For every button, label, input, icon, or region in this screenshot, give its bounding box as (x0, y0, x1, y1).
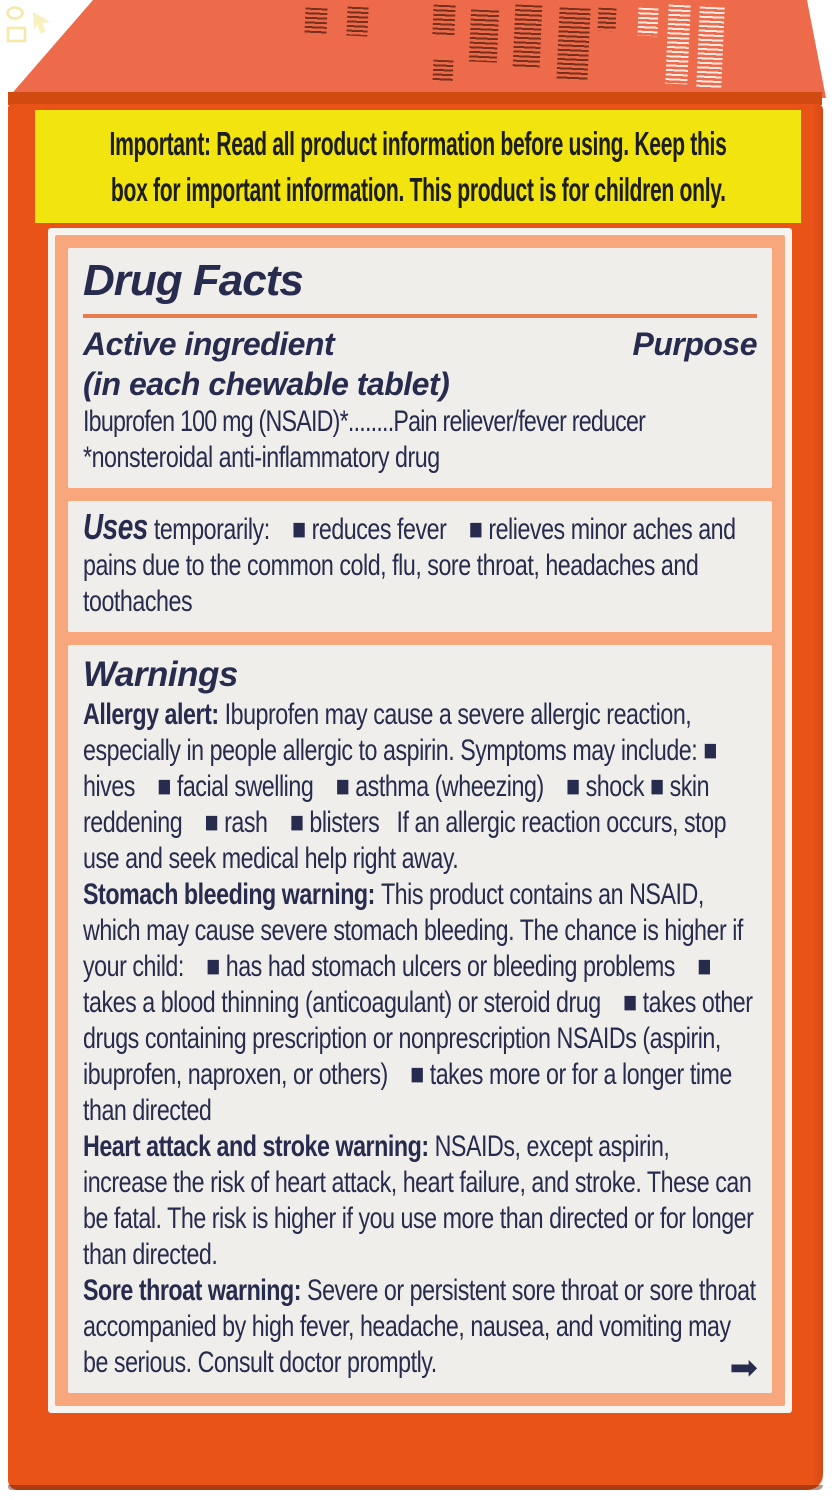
flap-print-column (696, 6, 725, 88)
ingredient-row: Ibuprofen 100 mg (NSAID)*........Pain reliever/fever reducer (83, 405, 646, 438)
active-ingredient-heading: Active ingredient (83, 326, 335, 362)
allergy-alert-paragraph: Allergy alert: Ibuprofen may cause a severe allergic reaction, especially in people allergic to aspirin. Symptoms may include: ■ hives ■ facial swelling ■ asthma (wheezing) ■ shock ■ skin reddening ■ rash ■ blisters If an allergic reaction occurs, stop use and seek medical help right away. (83, 698, 727, 875)
continue-right-arrow-icon: ➡ (729, 1349, 758, 1387)
per-tablet-subheading: (in each chewable tablet) (83, 366, 450, 402)
banner-line: box for important information. This product is for children only. (110, 170, 726, 208)
square-outline-icon (8, 28, 25, 41)
flap-print-column (637, 8, 658, 37)
flap-print-column (433, 60, 454, 83)
banner-line: Important: Read all product information before using. Keep this (109, 124, 727, 162)
annotation-overlay (0, 0, 60, 48)
active-ingredient-card (68, 248, 772, 488)
drug-facts-inner-frame (55, 235, 785, 1406)
circle-outline-icon (8, 8, 23, 19)
drug-facts-title: Drug Facts (83, 256, 303, 305)
box-top-flap (0, 0, 832, 98)
flap-print-column (346, 7, 368, 37)
mouse-cursor-icon (33, 12, 50, 34)
flap-print-column (556, 7, 590, 81)
sore-throat-paragraph: Sore throat warning: Severe or persistent sore throat or sore throat accompanied by high fever, headache, nausea, and vomiting may be serious. Consult doctor promptly. (83, 1274, 756, 1379)
flap-print-column (598, 8, 617, 32)
flap-print-column (469, 9, 499, 62)
uses-card (68, 501, 772, 632)
flap-print-column (432, 5, 455, 37)
flap-print-column (665, 5, 690, 85)
flap-print-column (304, 8, 327, 35)
box-front-panel (8, 104, 823, 1490)
drug-facts-panel (48, 228, 792, 1413)
uses-paragraph: Uses temporarily: ■ reduces fever ■ relieves minor aches and pains due to the common cold, flu, sore throat, headaches and toothaches (83, 506, 736, 618)
purpose-heading: Purpose (632, 326, 757, 362)
nsaid-footnote: *nonsteroidal anti-inflammatory drug (83, 441, 440, 474)
warnings-card (68, 645, 772, 1393)
section-divider (83, 314, 757, 318)
stomach-bleeding-paragraph: Stomach bleeding warning: This product contains an NSAID, which may cause severe stomach bleeding. The chance is higher if your child: ■ has had stomach ulcers or bleeding problems ■ takes a blood thinning (anticoagulant) or steroid drug ■ takes other drugs containing prescription or nonprescription NSAIDs (aspirin, ibuprofen, naproxen, or others) ■ takes more or for a longer time than directed (83, 878, 753, 1127)
heart-attack-paragraph: Heart attack and stroke warning: NSAIDs, except aspirin, increase the risk of heart attack, heart failure, and stroke. These can be fatal. The risk is higher if you use more than directed or for longer than directed. (83, 1130, 754, 1271)
flap-print-column (513, 4, 543, 68)
warnings-title: Warnings (83, 655, 238, 694)
important-banner (35, 110, 801, 223)
